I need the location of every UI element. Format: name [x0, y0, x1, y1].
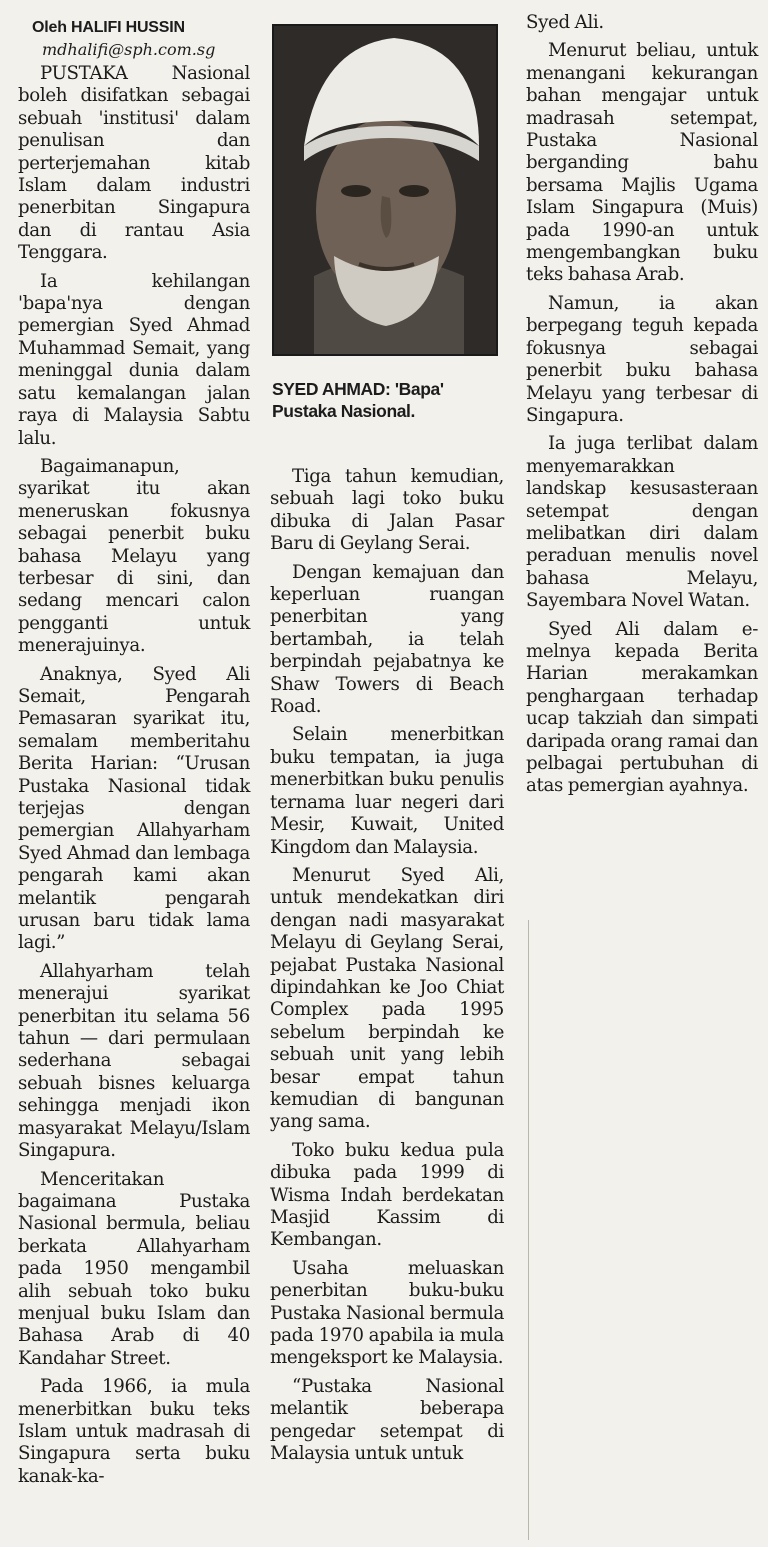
paragraph: Syed Ali dalam e-melnya kepada Berita Harian merakamkan penghargaan terhadap ucap takziah dan simpati daripada orang ramai dan pelbagai pertubuhan di atas pemergian ayahnya.	[526, 618, 758, 797]
paragraph: Syed Ali.	[526, 12, 604, 33]
column-1	[18, 0, 250, 1494]
paragraph: Allahyarham telah menerajui syarikat penerbitan itu selama 56 tahun — dari permulaan sederhana sebagai sebuah bisnes keluarga sehingga menjadi ikon masyarakat Melayu/Islam Singapura.	[18, 960, 250, 1162]
paragraph: Menurut beliau, untuk menangani kekurangan bahan mengajar untuk madrasah setempat, Pustaka Nasional berganding bahu bersama Majlis Ugama Islam Singapura (Muis) pada 1990-an untuk mengembangkan buku teks bahasa Arab.	[526, 40, 758, 286]
paragraph: Usaha meluaskan penerbitan buku-buku Pustaka Nasional bermula pada 1970 apabila ia mula mengeksport ke Malaysia.	[270, 1257, 504, 1369]
paragraph: Namun, ia akan berpegang teguh kepada fokusnya sebagai penerbit buku bahasa Melayu yang terbesar di Singapura.	[526, 292, 758, 426]
byline-email: mdhalifi@sph.com.sg	[42, 40, 216, 59]
paragraph: Pada 1966, ia mula menerbitkan buku teks Islam untuk madrasah di Singapura serta buku kanak-ka-	[18, 1376, 250, 1487]
paragraph: Anaknya, Syed Ali Semait, Pengarah Pemasaran syarikat itu, semalam memberitahu Berita Harian: “Urusan Pustaka Nasional tidak terjejas dengan pemergian Allahyarham Syed Ahmad dan lembaga pengarah kami akan melantik pengarah urusan baru tidak lama lagi.”	[18, 663, 250, 954]
column-2	[270, 0, 504, 1471]
paragraph: “Pustaka Nasional melantik beberapa pengedar setempat di Malaysia untuk untuk	[270, 1375, 504, 1465]
column-divider	[528, 920, 529, 1540]
paragraph: Bagaimanapun, syarikat itu akan meneruskan fokusnya sebagai penerbit buku bahasa Melayu yang terbesar di sini, dan sedang mencari calon pengganti untuk menerajuinya.	[18, 455, 250, 657]
paragraph: Tiga tahun kemudian, sebuah lagi toko buku dibuka di Jalan Pasar Baru di Geylang Serai.	[270, 466, 504, 555]
portrait-illustration	[274, 26, 496, 354]
paragraph: PUSTAKA Nasional boleh disifatkan sebagai sebuah 'institusi' dalam penulisan dan perterjemahan kitab Islam dalam industri penerbitan Singapura dan di rantau Asia Tenggara.	[18, 63, 250, 264]
paragraph: Toko buku kedua pula dibuka pada 1999 di Wisma Indah berdekatan Masjid Kassim di Kembangan.	[270, 1139, 504, 1251]
paragraph: Dengan kemajuan dan keperluan ruangan penerbitan yang bertambah, ia telah berpindah pejabatnya ke Shaw Towers di Beach Road.	[270, 561, 504, 718]
column-3	[526, 0, 758, 804]
byline-author: Oleh HALIFI HUSSIN	[32, 19, 185, 36]
paragraph: Menurut Syed Ali, untuk mendekatkan diri dengan nadi masyarakat Melayu di Geylang Serai, pejabat Pustaka Nasional dipindahkan ke Joo Chiat Complex pada 1995 sebelum berpindah ke sebuah unit yang lebih besar empat tahun kemudian di bangunan yang sama.	[270, 864, 504, 1133]
paragraph: Selain menerbitkan buku tempatan, ia juga menerbitkan buku penulis ternama luar negeri dari Mesir, Kuwait, United Kingdom dan Malaysia.	[270, 724, 504, 858]
photo-caption: SYED AHMAD: 'Bapa' Pustaka Nasional.	[272, 379, 444, 421]
paragraph: Ia kehilangan 'bapa'nya dengan pemergian Syed Ahmad Muhammad Semait, yang meninggal dunia dalam satu kemalangan jalan raya di Malaysia Sabtu lalu.	[18, 270, 250, 449]
paragraph: Ia juga terlibat dalam menyemarakkan landskap kesusasteraan setempat dengan melibatkan diri dalam peraduan menulis novel bahasa Melayu, Sayembara Novel Watan.	[526, 433, 758, 612]
paragraph: Menceritakan bagaimana Pustaka Nasional bermula, beliau berkata Allahyarham pada 1950 mengambil alih sebuah toko buku menjual buku Islam dan Bahasa Arab di 40 Kandahar Street.	[18, 1168, 250, 1369]
portrait-photo	[272, 24, 498, 356]
